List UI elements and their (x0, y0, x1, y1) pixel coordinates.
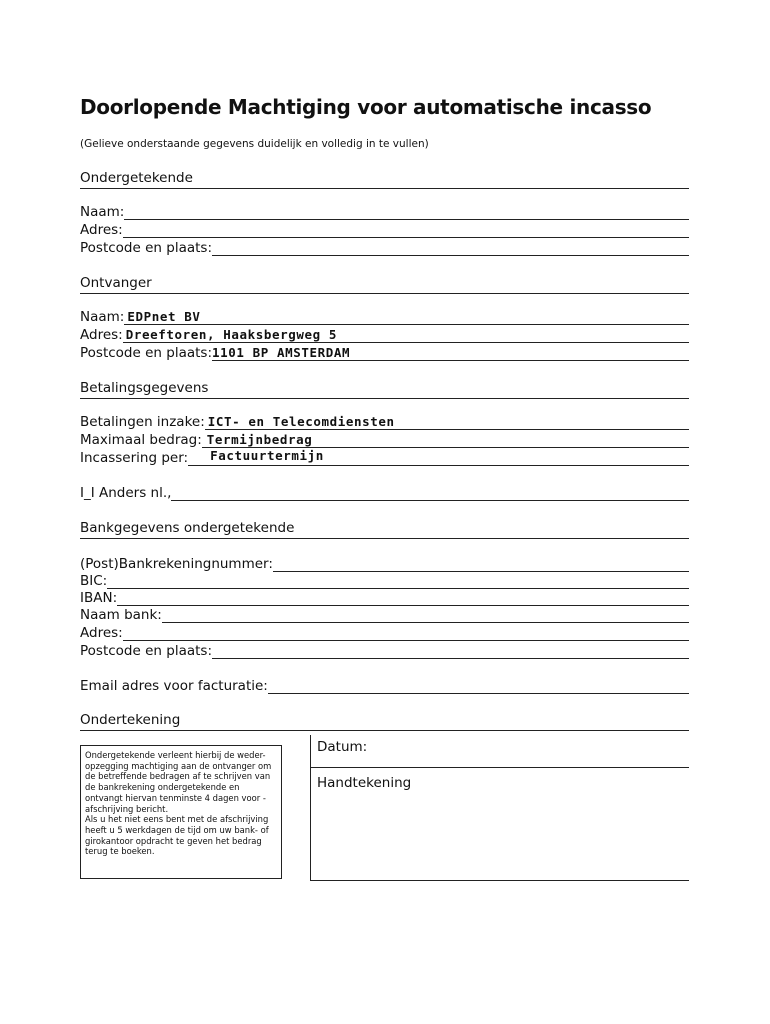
section-ondertekening: Ondertekening (80, 712, 689, 731)
notice-line: de bankrekening ondergetekende en (85, 782, 240, 793)
incassering-field[interactable] (188, 449, 689, 466)
ontvanger-postcode-label: Postcode en plaats: (80, 345, 212, 361)
bank-postcode-field[interactable] (212, 642, 689, 659)
handtekening-field[interactable] (311, 795, 689, 879)
inzake-value: ICT- en Telecomdiensten (207, 414, 395, 429)
bank-adres-field[interactable] (123, 624, 689, 641)
inzake-field[interactable] (205, 413, 689, 430)
signature-area (310, 735, 689, 881)
ontvanger-naam-value: EDPnet BV (127, 309, 201, 324)
notice-line: afschrijving bericht. (85, 803, 169, 814)
inzake-label: Betalingen inzake: (80, 414, 205, 430)
notice-line: heeft u 5 werkdagen de tijd om uw bank- of (85, 824, 269, 835)
notice-line: ontvangt hiervan tenminste 4 dagen voor - (85, 792, 266, 803)
bic-field[interactable] (107, 572, 689, 589)
ontvanger-postcode-field[interactable] (212, 344, 689, 361)
handtekening-label: Handtekening (317, 775, 412, 791)
notice-line: girokantoor opdracht te geven het bedrag (85, 835, 262, 846)
row-iban (80, 589, 689, 606)
adres-field[interactable] (123, 221, 689, 238)
bedrag-value: Termijnbedrag (206, 432, 313, 447)
row-ontvanger-postcode (80, 344, 689, 361)
incassering-label: Incassering per: (80, 450, 189, 466)
row-naam (80, 203, 689, 220)
row-inzake (80, 413, 689, 430)
section-ontvanger: Ontvanger (80, 275, 689, 294)
ontvanger-postcode-value: 1101 BP AMSTERDAM (212, 345, 351, 360)
naam-field[interactable] (124, 203, 689, 220)
incassering-value: Factuurtermijn (210, 448, 324, 463)
naam-label: Naam: (80, 204, 125, 220)
form-title: Doorlopende Machtiging voor automatische incasso (80, 95, 652, 119)
notice-box (80, 745, 282, 879)
row-email (80, 677, 689, 694)
row-postcode (80, 239, 689, 256)
notice-line: opzegging machtiging aan de ontvanger om (85, 760, 272, 771)
bic-label: BIC: (80, 573, 108, 589)
bedrag-label: Maximaal bedrag: (80, 432, 202, 448)
ontvanger-adres-value: Dreeftoren, Haaksbergweg 5 (125, 327, 337, 342)
postcode-label: Postcode en plaats: (80, 240, 212, 256)
row-ontvanger-naam (80, 308, 689, 325)
notice-line: Ondergetekende verleent hierbij de weder- (85, 750, 266, 760)
row-incassering (80, 449, 689, 466)
notice-line: Als u het niet eens bent met de afschrijving (85, 814, 269, 825)
ontvanger-naam-label: Naam: (80, 309, 125, 325)
naam-bank-label: Naam bank: (80, 607, 162, 623)
row-anders (80, 484, 689, 501)
postcode-field[interactable] (212, 239, 689, 256)
section-bankgegevens: Bankgegevens ondergetekende (80, 520, 689, 539)
bank-adres-label: Adres: (80, 625, 123, 641)
row-ontvanger-adres (80, 326, 689, 343)
row-naam-bank (80, 606, 689, 623)
rekening-label: (Post)Bankrekeningnummer: (80, 556, 273, 572)
datum-label: Datum: (317, 739, 368, 755)
form-subtitle: (Gelieve onderstaande gegevens duidelijk en volledig in te vullen) (80, 138, 429, 150)
anders-checkbox-label[interactable]: I_I Anders nl., (80, 485, 172, 501)
bedrag-field[interactable] (202, 431, 689, 448)
row-bedrag (80, 431, 689, 448)
naam-bank-field[interactable] (162, 606, 689, 623)
section-betalingsgegevens: Betalingsgegevens (80, 380, 689, 399)
email-label: Email adres voor facturatie: (80, 678, 268, 694)
rekening-field[interactable] (273, 555, 689, 572)
notice-line: terug te boeken. (85, 846, 155, 857)
anders-field[interactable] (171, 484, 689, 501)
datum-field[interactable] (311, 767, 689, 768)
notice-line: de betreffende bedragen af te schrijven van (85, 771, 271, 782)
row-bank-adres (80, 624, 689, 641)
row-bank-postcode (80, 642, 689, 659)
iban-label: IBAN: (80, 590, 118, 606)
row-bic (80, 572, 689, 589)
email-field[interactable] (268, 677, 689, 694)
ontvanger-adres-label: Adres: (80, 327, 123, 343)
ontvanger-adres-field[interactable] (123, 326, 689, 343)
section-ondergetekende: Ondergetekende (80, 170, 689, 189)
iban-field[interactable] (117, 589, 689, 606)
row-adres (80, 221, 689, 238)
row-rekening (80, 555, 689, 572)
ontvanger-naam-field[interactable] (124, 308, 689, 325)
adres-label: Adres: (80, 222, 123, 238)
bank-postcode-label: Postcode en plaats: (80, 643, 212, 659)
